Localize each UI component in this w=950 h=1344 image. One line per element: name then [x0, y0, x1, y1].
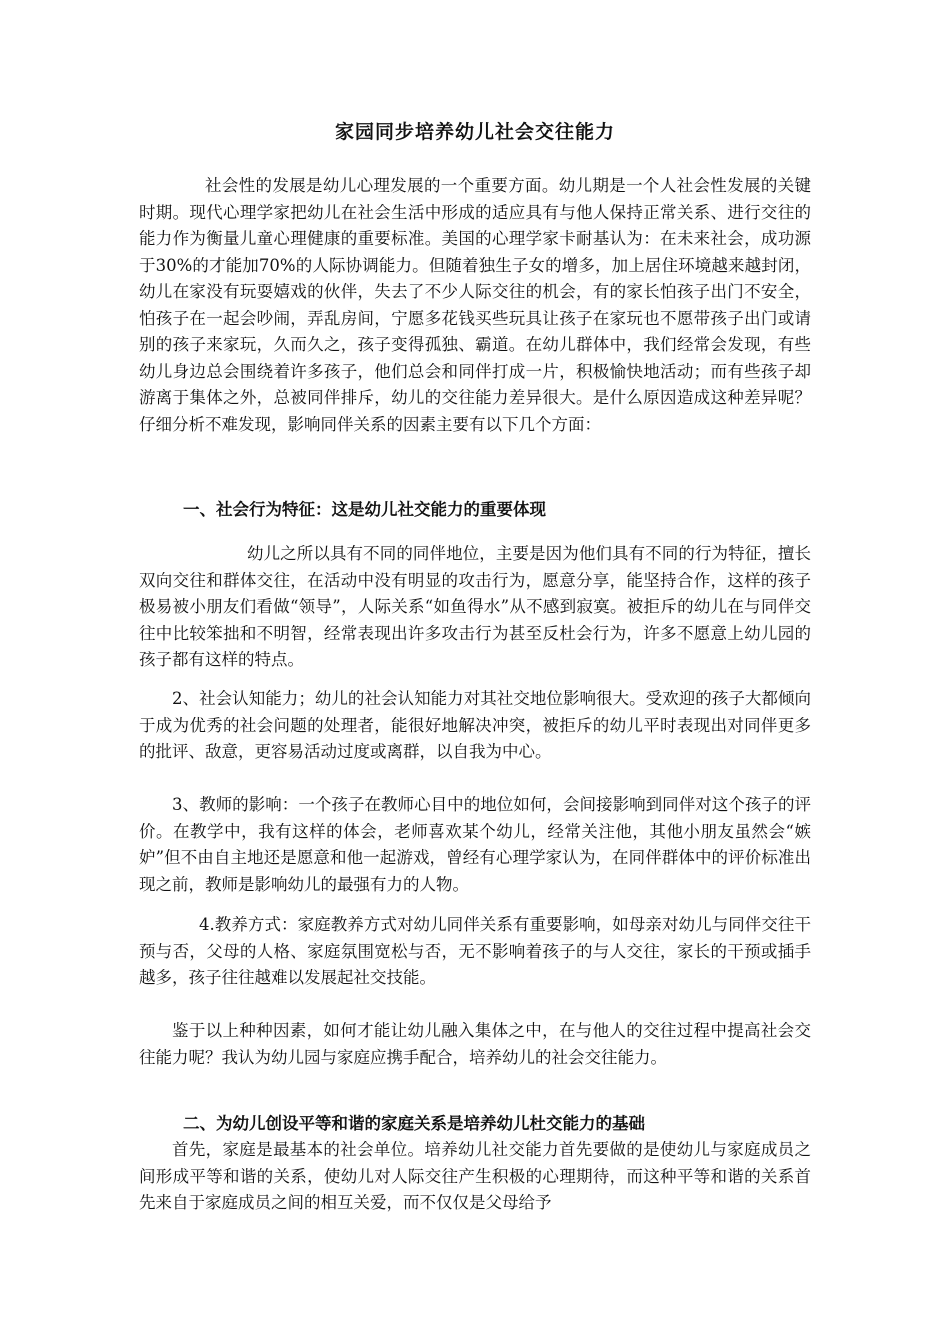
- summary-paragraph: 鉴于以上种种因素，如何才能让幼儿融入集体之中，在与他人的交往过程中提高社会交往能力呢？我认为幼儿园与家庭应携手配合，培养幼儿的社会交往能力。: [139, 1021, 811, 1067]
- document-title: 家园同步培养幼儿社会交往能力: [334, 121, 615, 143]
- behavior-paragraph: 幼儿之所以具有不同的同伴地位，主要是因为他们具有不同的行为特征，擅长双向交往和群体交往，在活动中没有明显的攻击行为，愿意分享，能坚持合作，这样的孩子极易被小朋友们看做“领导”，人际关系“如鱼得水”从不感到寂寞。被拒斥的幼儿在与同伴交往中比较笨拙和不明智，经常表现出许多攻击行为甚至反杜会行为，许多不愿意上幼儿园的孩子都有这样的特点。: [139, 544, 811, 669]
- teacher-paragraph: 3、教师的影响：一个孩子在教师心目中的地位如何，会间接影响到同伴对这个孩子的评价。在教学中，我有这样的体会，老师喜欢某个幼儿，经常关注他，其他小朋友虽然会“嫉妒”但不由自主地还是愿意和他一起游戏，曾经有心理学家认为，在同伴群体中的评价标准出现之前，教师是影响幼儿的最强有力的人物。: [139, 795, 811, 894]
- parenting-paragraph: 4.教养方式：家庭教养方式对幼儿同伴关系有重要影响，如母亲对幼儿与同伴交往干预与否，父母的人格、家庭氛围宽松与否，无不影响着孩子的与人交往，家长的干预或插手越多，孩子往往越难以发展起社交技能。: [139, 915, 811, 987]
- cognition-paragraph: 2、社会认知能力；幼儿的社会认知能力对其社交地位影响很大。受欢迎的孩子大都倾向于成为优秀的社会问题的处理者，能很好地解决冲突，被拒斥的幼儿平时表现出对同伴更多的批评、敌意，更容易活动过度或离群，以自我为中心。: [139, 689, 811, 761]
- intro-paragraph: 社会性的发展是幼儿心理发展的一个重要方面。幼儿期是一个人社会性发展的关键时期。现代心理学家把幼儿在社会生活中形成的适应具有与他人保持正常关系、进行交往的能力作为衡量儿童心理健康的重要标准。美国的心理学家卡耐基认为：在未来社会，成功源于30%的才能加70%的人际协调能力。但随着独生子女的增多，加上居住环境越来越封闭，幼儿在家没有玩耍嬉戏的伙伴，失去了不少人际交往的机会，有的家长怕孩子出门不安全，怕孩子在一起会吵闹，弄乱房间，宁愿多花钱买些玩具让孩子在家玩也不愿带孩子出门或请别的孩子来家玩，久而久之，孩子变得孤独、霸道。在幼儿群体中，我们经常会发现，有些幼儿身边总会围绕着许多孩子，他们总会和同伴打成一片，积极愉快地活动；而有些孩子却游离于集体之外，总被同伴排斥，幼儿的交往能力差异很大。是什么原因造成这种差异呢？仔细分析不难发现，影响同伴关系的因素主要有以下几个方面：: [139, 176, 811, 434]
- section-heading-2: 二、为幼儿创设平等和谐的家庭关系是培养幼儿杜交能力的基础: [183, 1114, 645, 1133]
- section-heading-1: 一、社会行为特征：这是幼儿社交能力的重要体现: [183, 500, 546, 519]
- family-paragraph: 首先，家庭是最基本的社会单位。培养幼儿社交能力首先要做的是使幼儿与家庭成员之间形成平等和谐的关系，使幼儿对人际交往产生积极的心理期待，而这种平等和谐的关系首先来自于家庭成员之间的相互关爱，而不仅仅是父母给予: [139, 1140, 811, 1212]
